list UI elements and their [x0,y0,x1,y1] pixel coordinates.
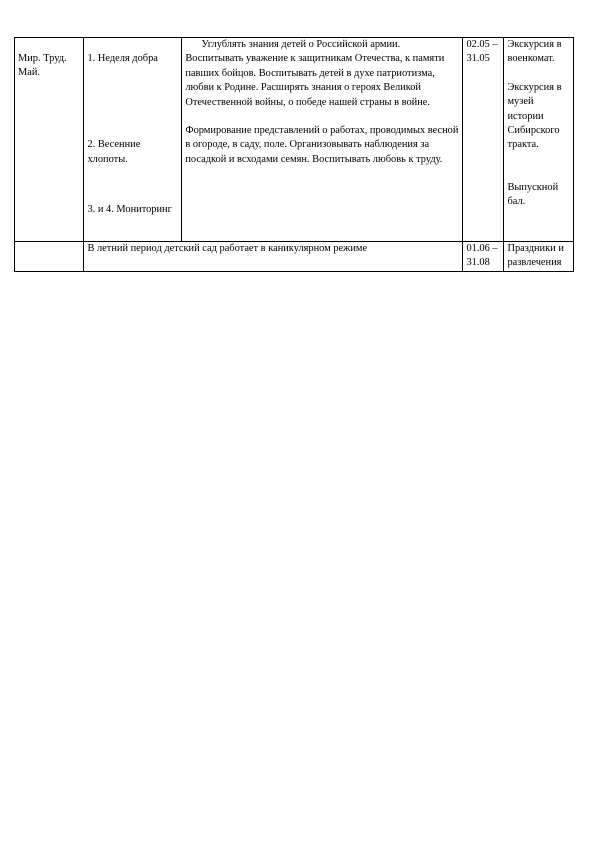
table-row [15,38,574,242]
goal-text: Углублять знания детей о Российской армии. Воспитывать уважение к защитникам Отечества, к памяти павших бойцов. Воспитывать детей в духе патриотизма, любви к Родине. Расширять знания о героях Великой Отечественной войны, о победе нашей страны в войне. [185,39,445,108]
events-cell [504,38,574,242]
summary-cell [84,242,463,272]
week-item: 1. Неделя добра [87,53,158,64]
goal-text: Формирование представлений о работах, проводимых весной в огороде, в саду, поле. Организовывать наблюдения за посадкой и всходами семян. Воспитывать любовь к труду. [185,125,459,165]
month-label: Мир. Труд. Май. [18,53,67,79]
table-row [15,242,574,272]
date-range: 01.06 – 31.08 [466,243,498,269]
dates-cell [463,38,504,242]
plan-table [14,37,574,272]
month-cell [15,38,84,242]
month-cell [15,242,84,272]
event-item: Экскурсия в военкомат. [507,39,562,65]
date-range: 02.05 – 31.05 [466,39,498,65]
event-item: Выпускной бал. [507,181,559,208]
dates-cell [463,242,504,272]
goals-cell [182,38,463,242]
event-item: Праздники и развлечения [507,243,564,269]
week-item: 2. Весенние хлопоты. [87,139,141,165]
events-cell [504,242,574,272]
weeks-cell [84,38,182,242]
event-item: Экскурсия в музей истории Сибирского тракта. [507,81,562,151]
summary-text: В летний период детский сад работает в каникулярном режиме [87,243,368,254]
week-item: 3. и 4. Мониторинг [87,204,172,216]
